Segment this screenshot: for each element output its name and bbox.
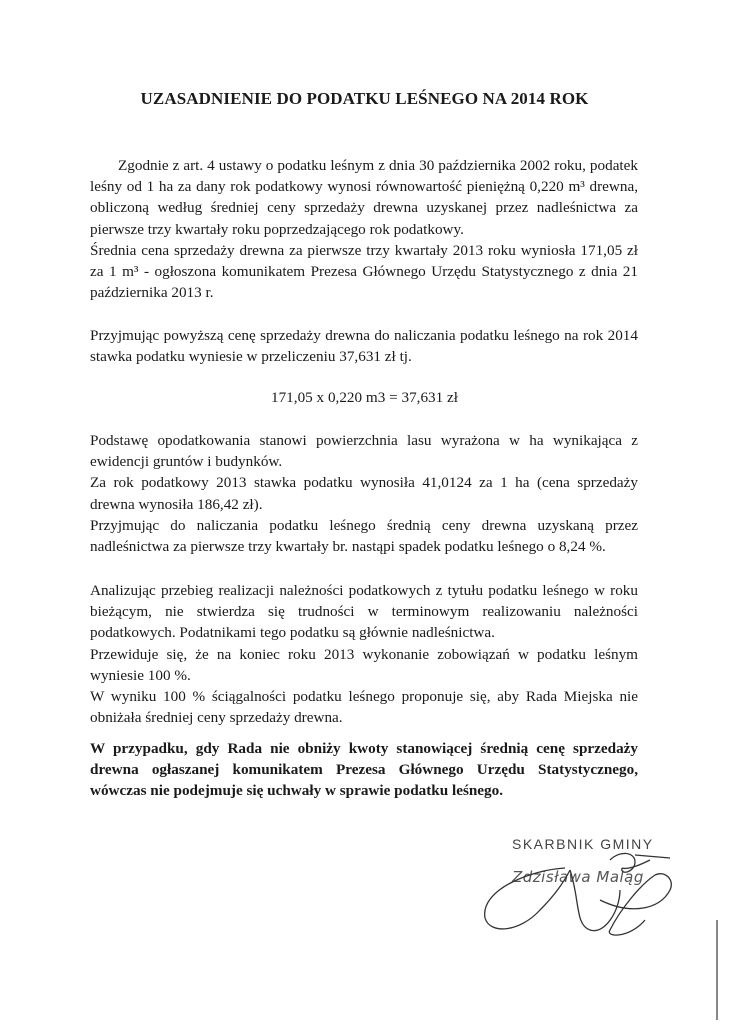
paragraph-text: W wyniku 100 % ściągalności podatku leśnego proponuje się, aby Rada Miejska nie obniżała średniej ceny sprzedaży drewna. xyxy=(90,688,638,727)
paragraph-text: Podstawę opodatkowania stanowi powierzchnia lasu wyrażona w ha wynikająca z ewidencji gruntów i budynków. xyxy=(90,432,638,471)
paragraph-tax-base xyxy=(90,430,638,557)
paragraph-text: Analizując przebieg realizacji należności podatkowych z tytułu podatku leśnego w roku bieżącym, nie stwierdza się trudności w terminowym realizowaniu należności podatkowych. Podatnikami tego podatku są głównie nadleśnictwa. xyxy=(90,582,638,642)
stamp-title: SKARBNIK GMINY xyxy=(512,836,654,852)
paragraph-text: Przewiduje się, że na koniec roku 2013 wykonanie zobowiązań w podatku leśnym wyniesie 100 %. xyxy=(90,645,638,684)
paragraph-text: Przyjmując do naliczania podatku leśnego średnią ceny drewna uzyskaną przez nadleśnictwa za pierwsze trzy kwartały br. nastąpi spadek podatku leśnego o 8,24 %. xyxy=(90,516,638,556)
paragraph-text: Zgodnie z art. 4 ustawy o podatku leśnym z dnia 30 października 2002 roku, podatek leśny od 1 ha za dany rok podatkowy wynosi równowartość pieniężną 0,220 m³ drewna, obliczoną według średniej ceny sprzedaży drewna uzyskanej przez nadleśnictwa za pierwsze trzy kwartały roku poprzedzającego rok podatkowy. xyxy=(90,157,638,238)
handwritten-signature xyxy=(470,840,690,940)
paragraph-text: Średnia cena sprzedaży drewna za pierwsze trzy kwartały 2013 roku wyniosła 171,05 zł za 1 m³ - ogłoszona komunikatem Prezesa Głównego Urzędu Statystycznego z dnia 21 października 2013 r. xyxy=(90,241,638,302)
paragraph-conclusion xyxy=(90,738,638,802)
paragraph-analysis xyxy=(90,580,638,728)
document-title: UZASADNIENIE DO PODATKU LEŚNEGO NA 2014 ROK xyxy=(140,89,589,108)
paragraph-rate xyxy=(90,325,638,367)
paragraph-text: W przypadku, gdy Rada nie obniży kwoty stanowiącej średnią cenę sprzedaży drewna ogłaszanej komunikatem Prezesa Głównego Urzędu Statystycznego, wówczas nie podejmuje się uchwały w sprawie podatku leśnego. xyxy=(90,740,638,800)
paragraph-text: Przyjmując powyższą cenę sprzedaży drewna do naliczania podatku leśnego na rok 2014 stawka podatku wyniesie w przeliczeniu 37,631 zł tj. xyxy=(90,327,638,366)
formula: 171,05 x 0,220 m3 = 37,631 zł xyxy=(270,389,458,406)
paragraph-text: Za rok podatkowy 2013 stawka podatku wynosiła 41,0124 za 1 ha (cena sprzedaży drewna wynosiła 186,42 zł). xyxy=(90,474,638,513)
stamp-name: Zdzisława Maląg xyxy=(512,868,644,886)
scan-edge-line xyxy=(716,920,718,1020)
paragraph-legal-basis xyxy=(90,155,638,303)
